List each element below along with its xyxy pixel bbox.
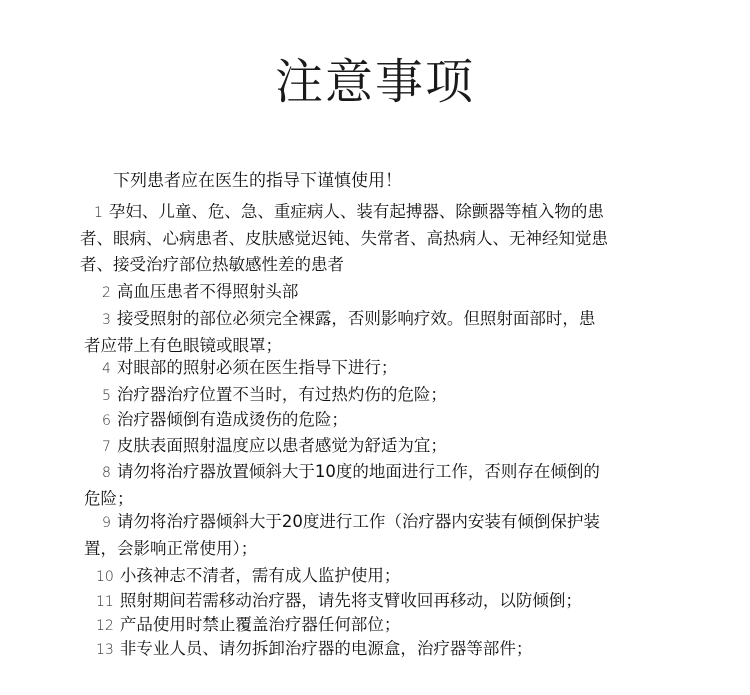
item-number: 5 (102, 388, 111, 404)
item-number: 9 (102, 515, 111, 531)
item-text: 请勿将治疗器放置倾斜大于10度的地面进行工作，否则存在倾倒的 (116, 462, 600, 481)
list-item-5 (102, 382, 447, 409)
intro-text: 下列患者应在医生的指导下谨慎使用！ (113, 171, 402, 191)
item-number: 6 (102, 413, 111, 429)
item-number: 11 (96, 594, 114, 610)
item-text: 高血压患者不得照射头部 (116, 282, 299, 301)
item-text: 皮肤表面照射温度应以患者感觉为舒适为宜； (116, 436, 447, 455)
list-item-9 (84, 509, 600, 562)
list-item-2 (102, 279, 298, 306)
item-number: 4 (102, 361, 111, 377)
item-text: 治疗器治疗位置不当时，有过热灼伤的危险； (116, 385, 447, 404)
item-text: 对眼部的照射必须在医生指导下进行； (116, 358, 398, 377)
item-text: 孕妇、儿童、危、急、重症病人、装有起搏器、除颤器等植入物的患 (108, 202, 604, 221)
item-number: 12 (96, 618, 114, 634)
list-item-12 (96, 612, 400, 639)
item-text: 者、接受治疗部位热敏感性差的患者 (80, 255, 344, 274)
item-number: 7 (102, 439, 111, 455)
list-item-6 (102, 407, 348, 434)
list-item-10 (96, 563, 400, 590)
list-item-11 (96, 588, 582, 615)
list-item-7 (102, 433, 447, 460)
item-text: 者、眼病、心病患者、皮肤感觉迟钝、失常者、高热病人、无神经知觉患 (80, 229, 608, 248)
item-number: 8 (102, 465, 111, 481)
item-number: 13 (96, 642, 114, 658)
list-item-3 (84, 306, 595, 359)
item-text: 小孩神志不清者，需有成人监护使用； (119, 566, 401, 585)
item-text: 者应带上有色眼镜或眼罩； (84, 336, 282, 355)
item-text: 危险； (84, 489, 134, 508)
item-text: 置，会影响正常使用）； (84, 539, 258, 558)
item-text: 照射期间若需移动治疗器，请先将支臂收回再移动，以防倾倒； (119, 591, 582, 610)
list-item-8 (84, 459, 600, 512)
item-number: 1 (94, 205, 103, 221)
item-text: 接受照射的部位必须完全裸露，否则影响疗效。但照射面部时，患 (116, 309, 596, 328)
list-item-13 (96, 636, 532, 663)
item-number: 3 (102, 312, 111, 328)
item-text: 治疗器倾倒有造成烫伤的危险； (116, 410, 348, 429)
item-text: 请勿将治疗器倾斜大于20度进行工作（治疗器内安装有倾倒保护装 (116, 512, 600, 531)
list-item-1 (80, 199, 608, 278)
item-number: 2 (102, 285, 111, 301)
item-text: 非专业人员、请勿拆卸治疗器的电源盒，治疗器等部件； (119, 639, 533, 658)
page-title: 注意事项 (274, 54, 475, 110)
item-number: 10 (96, 569, 114, 585)
item-text: 产品使用时禁止覆盖治疗器任何部位； (119, 615, 401, 634)
list-item-4 (102, 355, 397, 382)
